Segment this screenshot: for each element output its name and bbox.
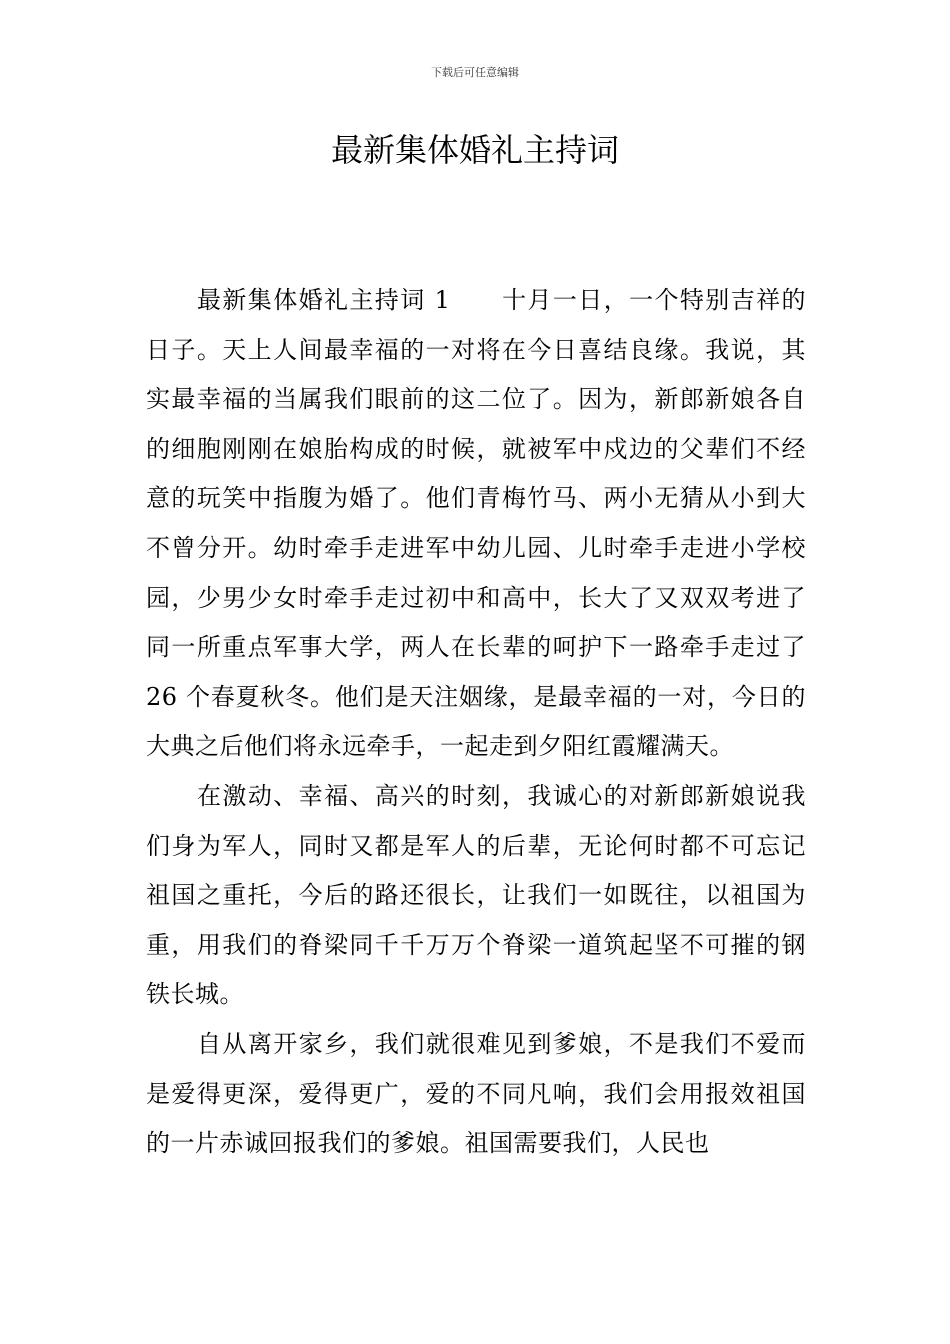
header-note: 下载后可任意编辑 xyxy=(431,66,519,79)
document-body xyxy=(146,276,806,1169)
paragraph: 在激动、幸福、高兴的时刻，我诚心的对新郎新娘说我们身为军人，同时又都是军人的后辈，无论何时都不可忘记祖国之重托，今后的路还很长，让我们一如既往，以祖国为重，用我们的脊梁同千千万万个脊梁一道筑起坚不可摧的钢铁长城。 xyxy=(146,781,806,1009)
paragraph: 自从离开家乡，我们就很难见到爹娘，不是我们不爱而是爱得更深，爱得更广，爱的不同凡响，我们会用报效祖国的一片赤诚回报我们的爹娘。祖国需要我们，人民也 xyxy=(146,1029,806,1158)
document-title: 最新集体婚礼主持词 xyxy=(330,131,619,169)
paragraph: 最新集体婚礼主持词 1 十月一日，一个特别吉祥的日子。天上人间最幸福的一对将在今日喜结良缘。我说，其实最幸福的当属我们眼前的这二位了。因为，新郎新娘各自的细胞刚刚在娘胎构成的时候，就被军中戍边的父辈们不经意的玩笑中指腹为婚了。他们青梅竹马、两小无猜从小到大不曾分开。幼时牵手走进军中幼儿园、儿时牵手走进小学校园，少男少女时牵手走过初中和高中，长大了又双双考进了同一所重点军事大学，两人在长辈的呵护下一路牵手走过了 26 个春夏秋冬。他们是天注姻缘，是最幸福的一对，今日的大典之后他们将永远牵手，一起走到夕阳红霞耀满天。 xyxy=(146,286,806,761)
